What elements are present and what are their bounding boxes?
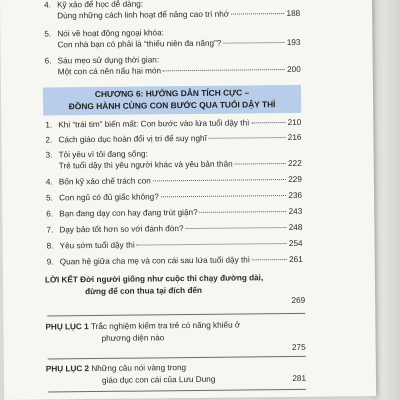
- toc-entry-c6-2: [45, 132, 301, 146]
- entry-title: Khi “trái tim” biến mất: Con bước vào lứa tuổi dậy thì: [58, 118, 250, 130]
- entry-page: 261: [289, 254, 303, 264]
- appendix-2-title-1: Những câu nói vàng trong: [91, 363, 187, 374]
- toc-entry-c6-9: [47, 254, 303, 268]
- dot-leader: [163, 69, 285, 71]
- entry-title: Dạy bảo tốt hơn so với đánh đòn?: [59, 224, 184, 235]
- toc-entry-5: [44, 26, 300, 51]
- entry-subtitle: Con nhà bạn có phải là “thiếu niên đa năng”?: [57, 39, 222, 50]
- afterword-label: LỜI KẾT: [44, 275, 78, 285]
- toc-entry-c6-5: [46, 190, 302, 204]
- toc-entry-4: [44, 0, 300, 22]
- toc-entry-c6-7: [46, 222, 302, 236]
- divider: [48, 356, 306, 360]
- appendix-1-page: 275: [291, 343, 306, 353]
- dot-leader: [231, 13, 284, 15]
- dot-leader: [137, 243, 287, 246]
- appendix-2-label: PHỤ LỤC 2: [45, 364, 90, 374]
- entry-number: 4.: [45, 177, 53, 187]
- afterword-page: 269: [291, 296, 306, 306]
- entry-title: Con ngủ có đủ giấc không?: [59, 192, 159, 203]
- chapter-heading-line-2: ĐỒNG HÀNH CÙNG CON BƯỚC QUA TUỔI DẬY THÌ: [68, 99, 276, 112]
- entry-page: 200: [287, 65, 301, 75]
- entry-title: Cách giáo dục hoàn đổi vị trí để suy nghĩ: [58, 133, 207, 145]
- appendix-2-title-2: giáo dục con cái của Lưu Dung: [101, 374, 216, 385]
- toc-entry-c6-4: [46, 174, 302, 188]
- entry-number: 2.: [45, 135, 53, 145]
- entry-subtitle: Dùng những cách linh hoạt để nâng cao trí nhớ: [57, 10, 230, 21]
- entry-page: 222: [288, 159, 302, 169]
- chapter-heading-line-1: CHƯƠNG 6: HƯỚNG DẪN TÍCH CỰC –: [94, 87, 250, 100]
- toc-appendix-2: [46, 361, 308, 387]
- entry-number: 5.: [44, 29, 52, 39]
- book-page-edge: [372, 0, 400, 400]
- appendix-1-label: PHỤ LỤC 1: [45, 322, 89, 332]
- dot-leader: [209, 137, 286, 139]
- toc-entry-c6-3: [46, 147, 302, 172]
- entry-number: 6.: [44, 56, 52, 66]
- entry-page: 193: [286, 38, 301, 48]
- chapter-6-heading: [43, 85, 301, 116]
- dot-leader: [153, 179, 286, 181]
- dot-leader: [251, 122, 285, 123]
- entry-page: 216: [287, 132, 302, 142]
- entry-title: Nói về hoạt động ngoại khóa:: [57, 28, 164, 39]
- dot-leader: [161, 195, 287, 197]
- entry-number: 3.: [45, 150, 53, 160]
- toc-entry-c6-8: [47, 238, 303, 252]
- entry-number: 7.: [46, 225, 54, 235]
- entry-number: 9.: [46, 257, 54, 267]
- appendix-2-page: 281: [292, 373, 307, 383]
- toc-entry-c6-1: [45, 117, 301, 131]
- divider: [47, 313, 305, 317]
- entry-title: Tôi yêu vì tôi đang sống:: [58, 149, 148, 160]
- entry-title: Yêu sớm tuổi dậy thì: [59, 240, 136, 251]
- entry-title: Kỹ xảo để học dễ dàng:: [57, 0, 144, 10]
- dot-leader: [200, 211, 287, 213]
- entry-number: 6.: [46, 209, 54, 219]
- toc-appendix-1: [45, 319, 307, 357]
- entry-page: 210: [287, 117, 302, 127]
- entry-subtitle: Một con cá nên nấu hai món: [57, 66, 162, 77]
- entry-number: 1.: [45, 120, 53, 130]
- entry-title: Bạn đang dạy con hay đang trút giận?: [59, 207, 198, 219]
- toc-entry-c6-6: [46, 206, 302, 220]
- entry-page: 236: [288, 190, 303, 200]
- entry-title: Sáu mẹo sử dụng thời gian:: [57, 55, 160, 66]
- dot-leader: [185, 227, 286, 229]
- entry-subtitle: Trẻ tuổi dậy thì yêu người khác và yêu bản thân: [58, 159, 233, 171]
- entry-title: Quan hệ giữa cha mẹ và con cái sau lứa tuổi dậy thì: [59, 255, 251, 267]
- toc-afterword: [45, 272, 307, 310]
- dot-leader: [223, 42, 284, 44]
- entry-number: 4.: [44, 0, 51, 10]
- entry-page: 243: [288, 206, 303, 216]
- appendix-1-title-2: phương diện nào: [101, 332, 165, 343]
- appendix-1-title-1: Trắc nghiệm kiểm tra trẻ có năng khiếu ở: [90, 320, 241, 332]
- entry-page: 229: [288, 174, 302, 184]
- toc-entry-6: [45, 53, 301, 78]
- dot-leader: [252, 259, 287, 260]
- entry-number: 5.: [46, 193, 53, 203]
- entry-page: 248: [288, 222, 303, 232]
- entry-page: 254: [288, 238, 303, 248]
- dot-leader: [235, 163, 286, 165]
- entry-page: 188: [286, 9, 301, 19]
- afterword-title-1: Đời người giống như cuộc thi chạy đường dài,: [80, 273, 264, 285]
- divider: [48, 389, 306, 393]
- entry-number: 8.: [46, 241, 54, 251]
- afterword-title-2: đừng để con thua tại đích đến: [85, 285, 203, 296]
- entry-title: Bốn kỹ xảo chế trách con: [58, 176, 151, 187]
